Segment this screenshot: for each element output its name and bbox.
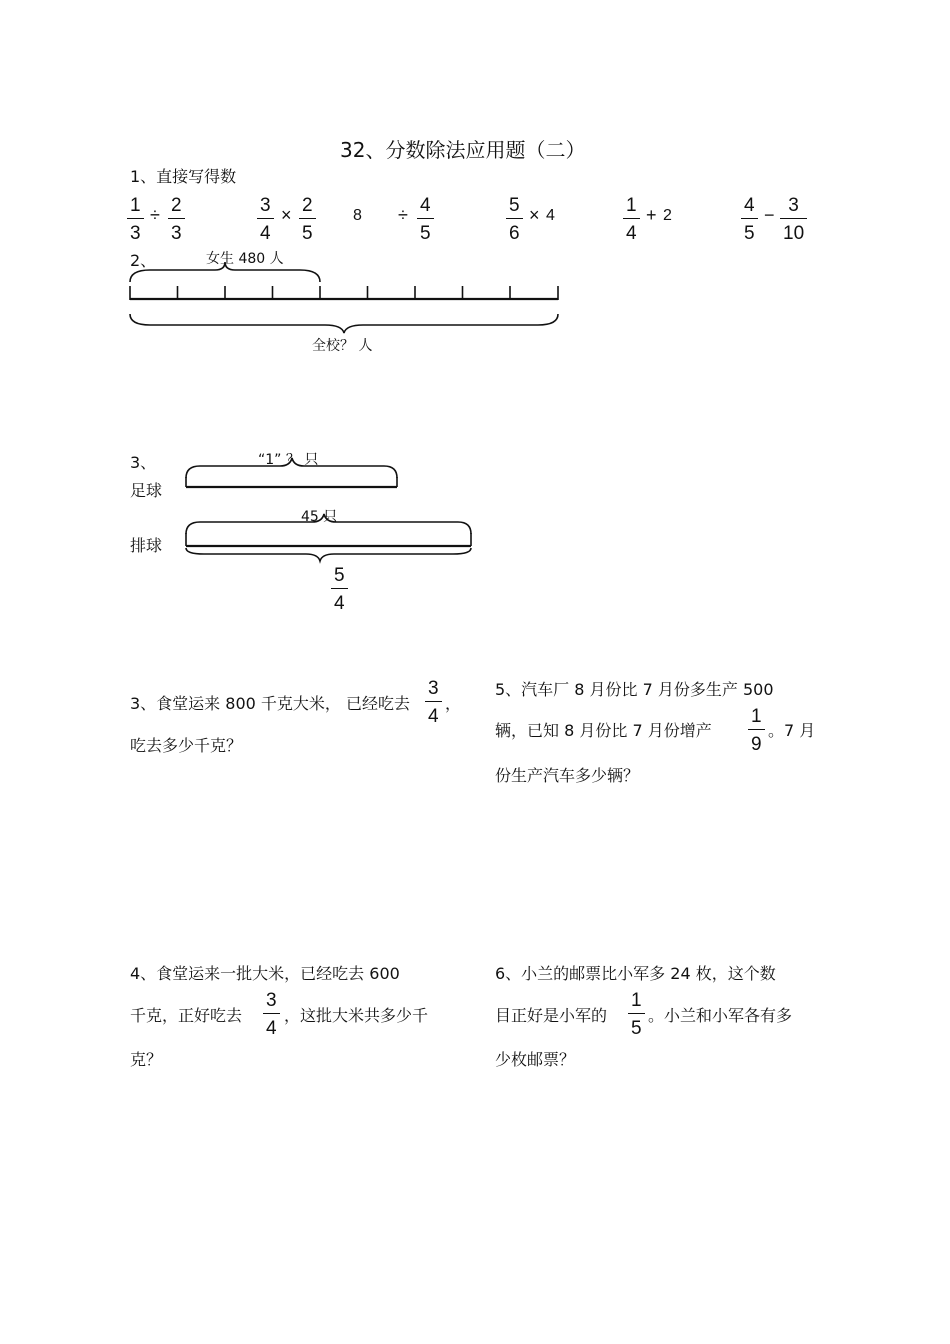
volleyball-bottom-brace <box>186 548 471 561</box>
operator: ÷ <box>398 205 408 225</box>
volleyball-brace-label: 45 只 <box>301 509 338 525</box>
operator: + <box>646 205 657 225</box>
fraction: 5 6 <box>506 196 523 243</box>
girls-brace <box>130 262 320 282</box>
operator: × <box>281 205 292 225</box>
whole-number: 8 <box>353 207 362 224</box>
segment-diagram <box>130 262 558 333</box>
whole-number: 4 <box>546 207 555 224</box>
fraction: 3 4 <box>425 679 442 726</box>
fraction: 3 10 <box>780 196 807 243</box>
page-title: 32、分数除法应用题（二） <box>340 138 586 162</box>
volleyball-label: 排球 <box>130 536 163 555</box>
section3-label: 3、 <box>130 453 157 472</box>
fraction: 1 4 <box>623 196 640 243</box>
girls-label: 女生 480 人 <box>206 251 284 267</box>
school-brace <box>130 314 558 333</box>
school-total-label: 全校？ 人 <box>312 338 373 354</box>
fraction: 1 5 <box>628 991 645 1038</box>
football-brace-label: “1” ？ 只 <box>258 452 319 468</box>
fraction: 4 5 <box>417 196 434 243</box>
fraction: 3 4 <box>257 196 274 243</box>
fraction: 2 3 <box>168 196 185 243</box>
fraction: 2 5 <box>299 196 316 243</box>
fraction: 1 9 <box>748 707 765 754</box>
fraction: 4 5 <box>741 196 758 243</box>
section1-label: 1、直接写得数 <box>130 167 237 186</box>
football-label: 足球 <box>130 481 163 500</box>
operator: × <box>529 205 540 225</box>
volleyball-fraction: 5 4 <box>331 566 348 613</box>
fraction: 1 3 <box>127 196 144 243</box>
whole-number: 2 <box>663 207 672 224</box>
section2-label: 2、 <box>130 251 157 270</box>
operator: ÷ <box>150 205 160 225</box>
fraction: 3 4 <box>263 991 280 1038</box>
operator: − <box>764 205 775 225</box>
